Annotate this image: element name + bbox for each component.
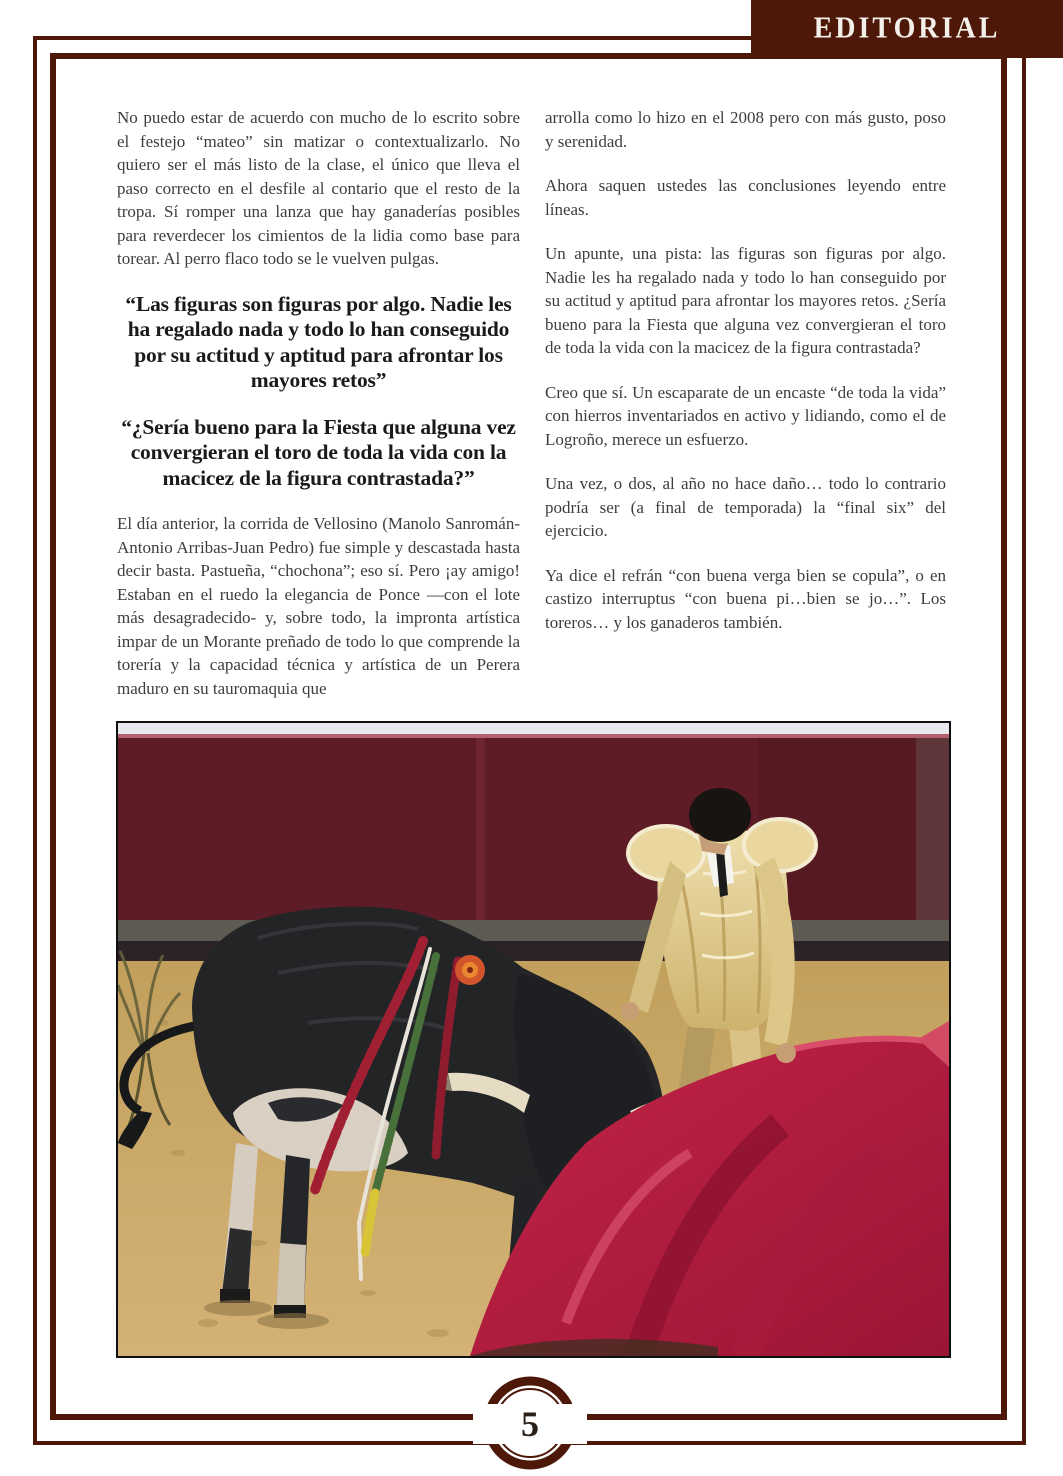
- matador-epaulette-left: [628, 826, 704, 880]
- paragraph: arrolla como lo hizo en el 2008 pero con más gusto, poso y serenidad.: [545, 108, 946, 151]
- paragraph: Ya dice el refrán “con buena verga bien se copula”, o en castizo interruptus “con buena pi…bien se jo…”. Los toreros… y los ganaderos también.: [545, 565, 946, 632]
- paragraph: No puedo estar de acuerdo con mucho de lo escrito sobre el festejo “mateo” sin matizar o contextualizarlo. No quiero ser el más listo de la clase, el único que lleva el paso correcto en el desfile al contario que el resto de la tropa. Sí romper una lanza que hay ganaderías posibles para reverdecer los cimientos de la lidia como base para torear. Al perro flaco todo se le vuelven pulgas.: [117, 108, 520, 268]
- paragraph: Creo que sí. Un escaparate de un encaste “de toda la vida” con hierros inventariados en activo y lidiando, como el de Logroño, merece un esfuerzo.: [545, 382, 946, 449]
- pull-quote-fiesta: “¿Sería bueno para la Fiesta que alguna vez convergieran el toro de toda la vida con la macicez de la figura contrastada?”: [121, 414, 516, 490]
- left-text-column: [117, 106, 520, 721]
- page-number: 5: [521, 1404, 539, 1444]
- pull-quote-figuras: “Las figuras son figuras por algo. Nadie les ha regalado nada y todo lo han conseguido por su actitud y aptitud para afrontar los mayores retos”: [125, 291, 512, 392]
- paragraph: Un apunte, una pista: las figuras son figuras por algo. Nadie les ha regalado nada y todo lo han conseguido por su actitud y aptitud para afrontar los mayores retos. ¿Sería bueno para la Fiesta que alguna vez convergieran el toro de toda la vida con la macicez de la figura contrastada?: [545, 244, 946, 357]
- page-title: EDITORIAL: [813, 11, 1001, 46]
- right-text-column: [545, 106, 946, 655]
- bullfight-photo: [116, 721, 951, 1358]
- matador-hand: [776, 1043, 796, 1063]
- bullfight-photo-illustration: [118, 723, 949, 1356]
- paragraph: El día anterior, la corrida de Vellosino (Manolo Sanromán-Antonio Arribas-Juan Pedro) fue simple y descastada hasta decir basta. Pastueña, “chochona”; eso sí. Pero ¡ay amigo! Estaban en el ruedo la elegancia de Ponce —con el lote más desagradecido- y, sobre todo, la impronta artística impar de un Morante preñado de todo lo que comprende la torería y la capacidad técnica y artística de un Perera maduro en su tauromaquia que: [117, 514, 520, 698]
- matador-epaulette-right: [744, 819, 816, 871]
- editorial-banner: [751, 0, 1063, 58]
- paragraph: Ahora saquen ustedes las conclusiones leyendo entre líneas.: [545, 176, 946, 219]
- page-number-badge: [473, 1368, 587, 1476]
- arena-wall: [118, 723, 949, 921]
- paragraph: Una vez, o dos, al año no hace daño… todo lo contrario podría ser (a final de temporada) la “final six” del ejercicio.: [545, 474, 946, 540]
